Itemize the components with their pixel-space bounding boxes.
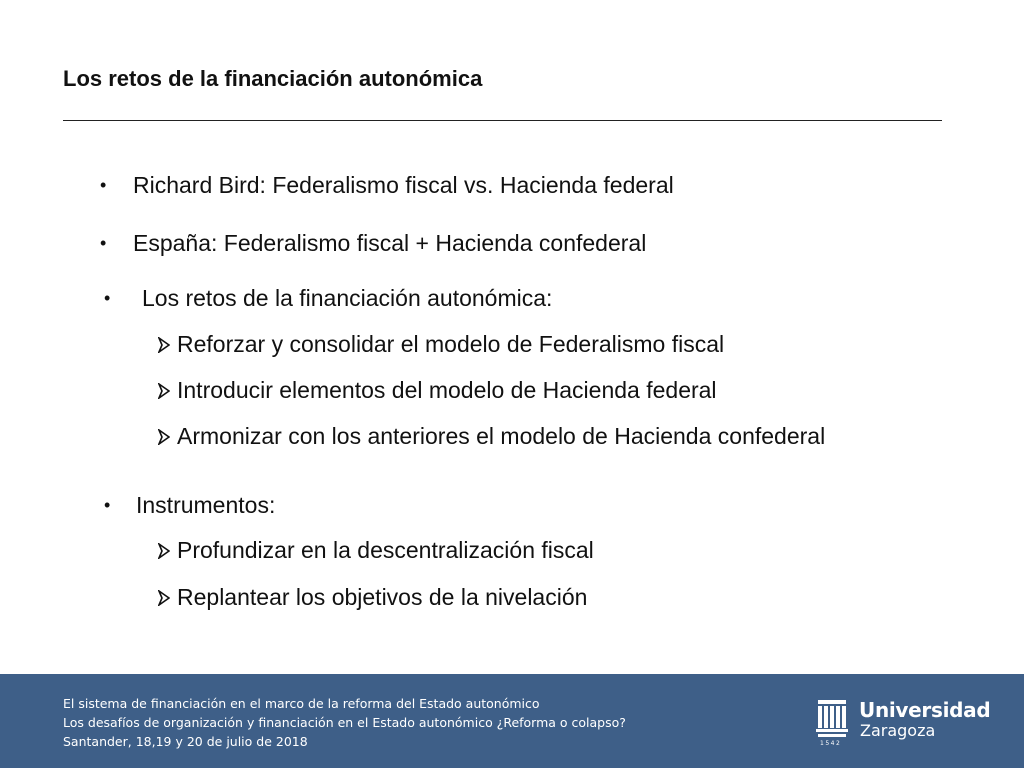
sub-item-text: Introducir elementos del modelo de Hacienda federal — [177, 377, 717, 403]
sub-item — [158, 537, 594, 564]
sub-item — [158, 584, 587, 611]
university-emblem-icon — [815, 698, 849, 740]
bullet-text: Richard Bird: Federalismo fiscal vs. Hacienda federal — [133, 172, 674, 198]
logo-wordmark-city: Zaragoza — [860, 721, 936, 740]
logo-wordmark-university: Universidad — [859, 698, 991, 722]
arrow-bullet-icon — [158, 337, 170, 353]
university-logo — [815, 698, 991, 754]
sub-item — [158, 377, 717, 404]
bullet-text: España: Federalismo fiscal + Hacienda confederal — [133, 230, 647, 256]
logo-year: 1542 — [820, 740, 842, 747]
bullet-marker: • — [104, 495, 111, 515]
bullet-marker: • — [100, 233, 107, 253]
slide-title: Los retos de la financiación autonómica — [63, 66, 483, 91]
footer-bar — [0, 674, 1024, 768]
sub-item-text: Profundizar en la descentralización fiscal — [177, 537, 594, 563]
sub-item — [158, 423, 825, 450]
sub-item-text: Armonizar con los anteriores el modelo de Hacienda confederal — [177, 423, 826, 449]
arrow-bullet-icon — [158, 383, 170, 399]
footer-line-3: Santander, 18,19 y 20 de julio de 2018 — [63, 734, 308, 749]
sub-item-text: Replantear los objetivos de la nivelación — [177, 584, 588, 610]
sub-item-text: Reforzar y consolidar el modelo de Federalismo fiscal — [177, 331, 725, 357]
footer-line-1: El sistema de financiación en el marco de la reforma del Estado autonómico — [63, 696, 540, 711]
footer-text — [63, 694, 626, 751]
arrow-bullet-icon — [158, 590, 170, 606]
bullet-marker: • — [100, 175, 107, 195]
sub-item — [158, 331, 724, 358]
bullet-text: Los retos de la financiación autonómica: — [142, 285, 553, 311]
title-divider — [63, 120, 942, 121]
footer-line-2: Los desafíos de organización y financiación en el Estado autonómico ¿Reforma o colapso? — [63, 715, 626, 730]
bullet-marker: • — [104, 288, 111, 308]
arrow-bullet-icon — [158, 429, 170, 445]
bullet-text: Instrumentos: — [136, 492, 276, 518]
arrow-bullet-icon — [158, 543, 170, 559]
